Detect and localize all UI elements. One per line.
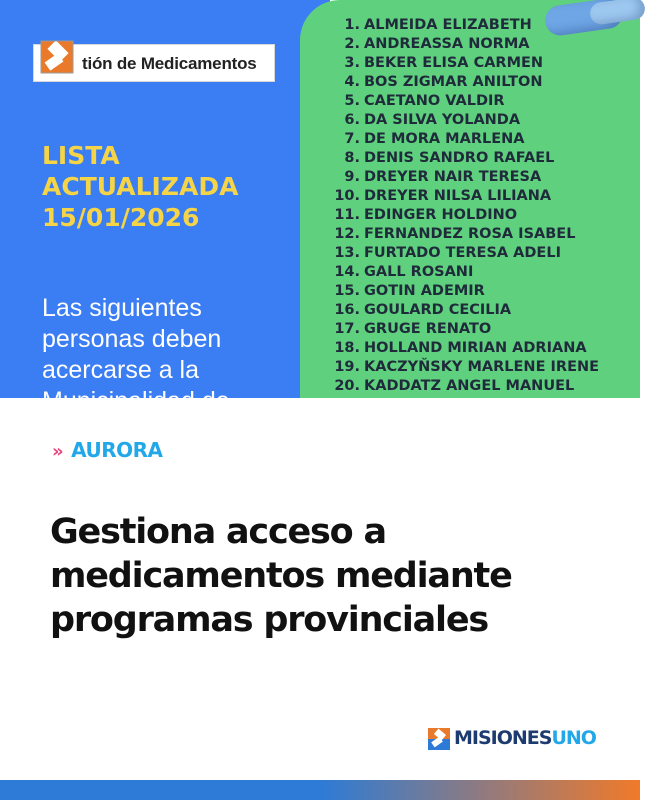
headline-line: ACTUALIZADA bbox=[42, 172, 239, 201]
notice-text bbox=[42, 293, 312, 417]
notice-line: acercarse a la bbox=[42, 356, 200, 384]
header-banner bbox=[33, 44, 275, 82]
list-item: 4. BOS ZIGMAR ANILTON bbox=[344, 74, 543, 90]
list-item: 8. DENIS SANDRO RAFAEL bbox=[344, 150, 555, 166]
list-item: 11. EDINGER HOLDINO bbox=[334, 207, 518, 223]
notice-line: Municipalidad de bbox=[42, 387, 230, 415]
category-label: AURORA bbox=[71, 438, 163, 462]
municipal-logo-icon bbox=[37, 37, 77, 77]
list-item: 1. ALMEIDA ELIZABETH bbox=[344, 17, 532, 33]
list-item: 17. GRUGE RENATO bbox=[334, 321, 492, 337]
list-item: 19. KACZYŇSKY MARLENE IRENE bbox=[334, 359, 600, 375]
list-item: 3. BEKER ELISA CARMEN bbox=[344, 55, 544, 71]
brand-mark-icon bbox=[428, 728, 450, 750]
list-item: 20. KADDATZ ANGEL MANUEL bbox=[334, 378, 575, 394]
beneficiary-list bbox=[326, 17, 599, 397]
list-headline bbox=[42, 140, 238, 233]
list-item: 6. DA SILVA YOLANDA bbox=[344, 112, 521, 128]
footer-gradient-bar bbox=[0, 780, 640, 800]
list-item: 13. FURTADO TERESA ADELI bbox=[334, 245, 561, 261]
chevron-right-icon: » bbox=[52, 441, 64, 462]
banner-title: tión de Medicamentos bbox=[82, 54, 257, 73]
list-item: 7. DE MORA MARLENA bbox=[344, 131, 525, 147]
article-title[interactable]: Gestiona acceso a medicamentos mediante programas provinciales bbox=[50, 512, 512, 640]
list-item: 9. DREYER NAIR TERESA bbox=[344, 169, 542, 185]
list-item: 5. CAETANO VALDIR bbox=[344, 93, 505, 109]
list-item: 12. FERNANDEZ ROSA ISABEL bbox=[334, 226, 576, 242]
category-link[interactable] bbox=[52, 438, 163, 462]
brand-logo[interactable] bbox=[428, 727, 608, 751]
headline-date: 15/01/2026 bbox=[42, 203, 200, 232]
list-item: 16. GOULARD CECILIA bbox=[334, 302, 512, 318]
list-item: 18. HOLLAND MIRIAN ADRIANA bbox=[334, 340, 587, 356]
list-item: 10. DREYER NILSA LILIANA bbox=[334, 188, 552, 204]
notice-line: Las siguientes bbox=[42, 294, 202, 322]
notice-line: personas deben bbox=[42, 325, 222, 353]
headline-line: LISTA bbox=[42, 141, 120, 170]
footer-bar-blue bbox=[0, 780, 320, 800]
list-item: 14. GALL ROSANI bbox=[334, 264, 474, 280]
list-item: 2. ANDREASSA NORMA bbox=[344, 36, 530, 52]
list-item: 15. GOTIN ADEMIR bbox=[334, 283, 485, 299]
brand-wordmark: MISIONESUNO bbox=[454, 727, 596, 749]
footer-bar-gradient bbox=[320, 780, 640, 800]
